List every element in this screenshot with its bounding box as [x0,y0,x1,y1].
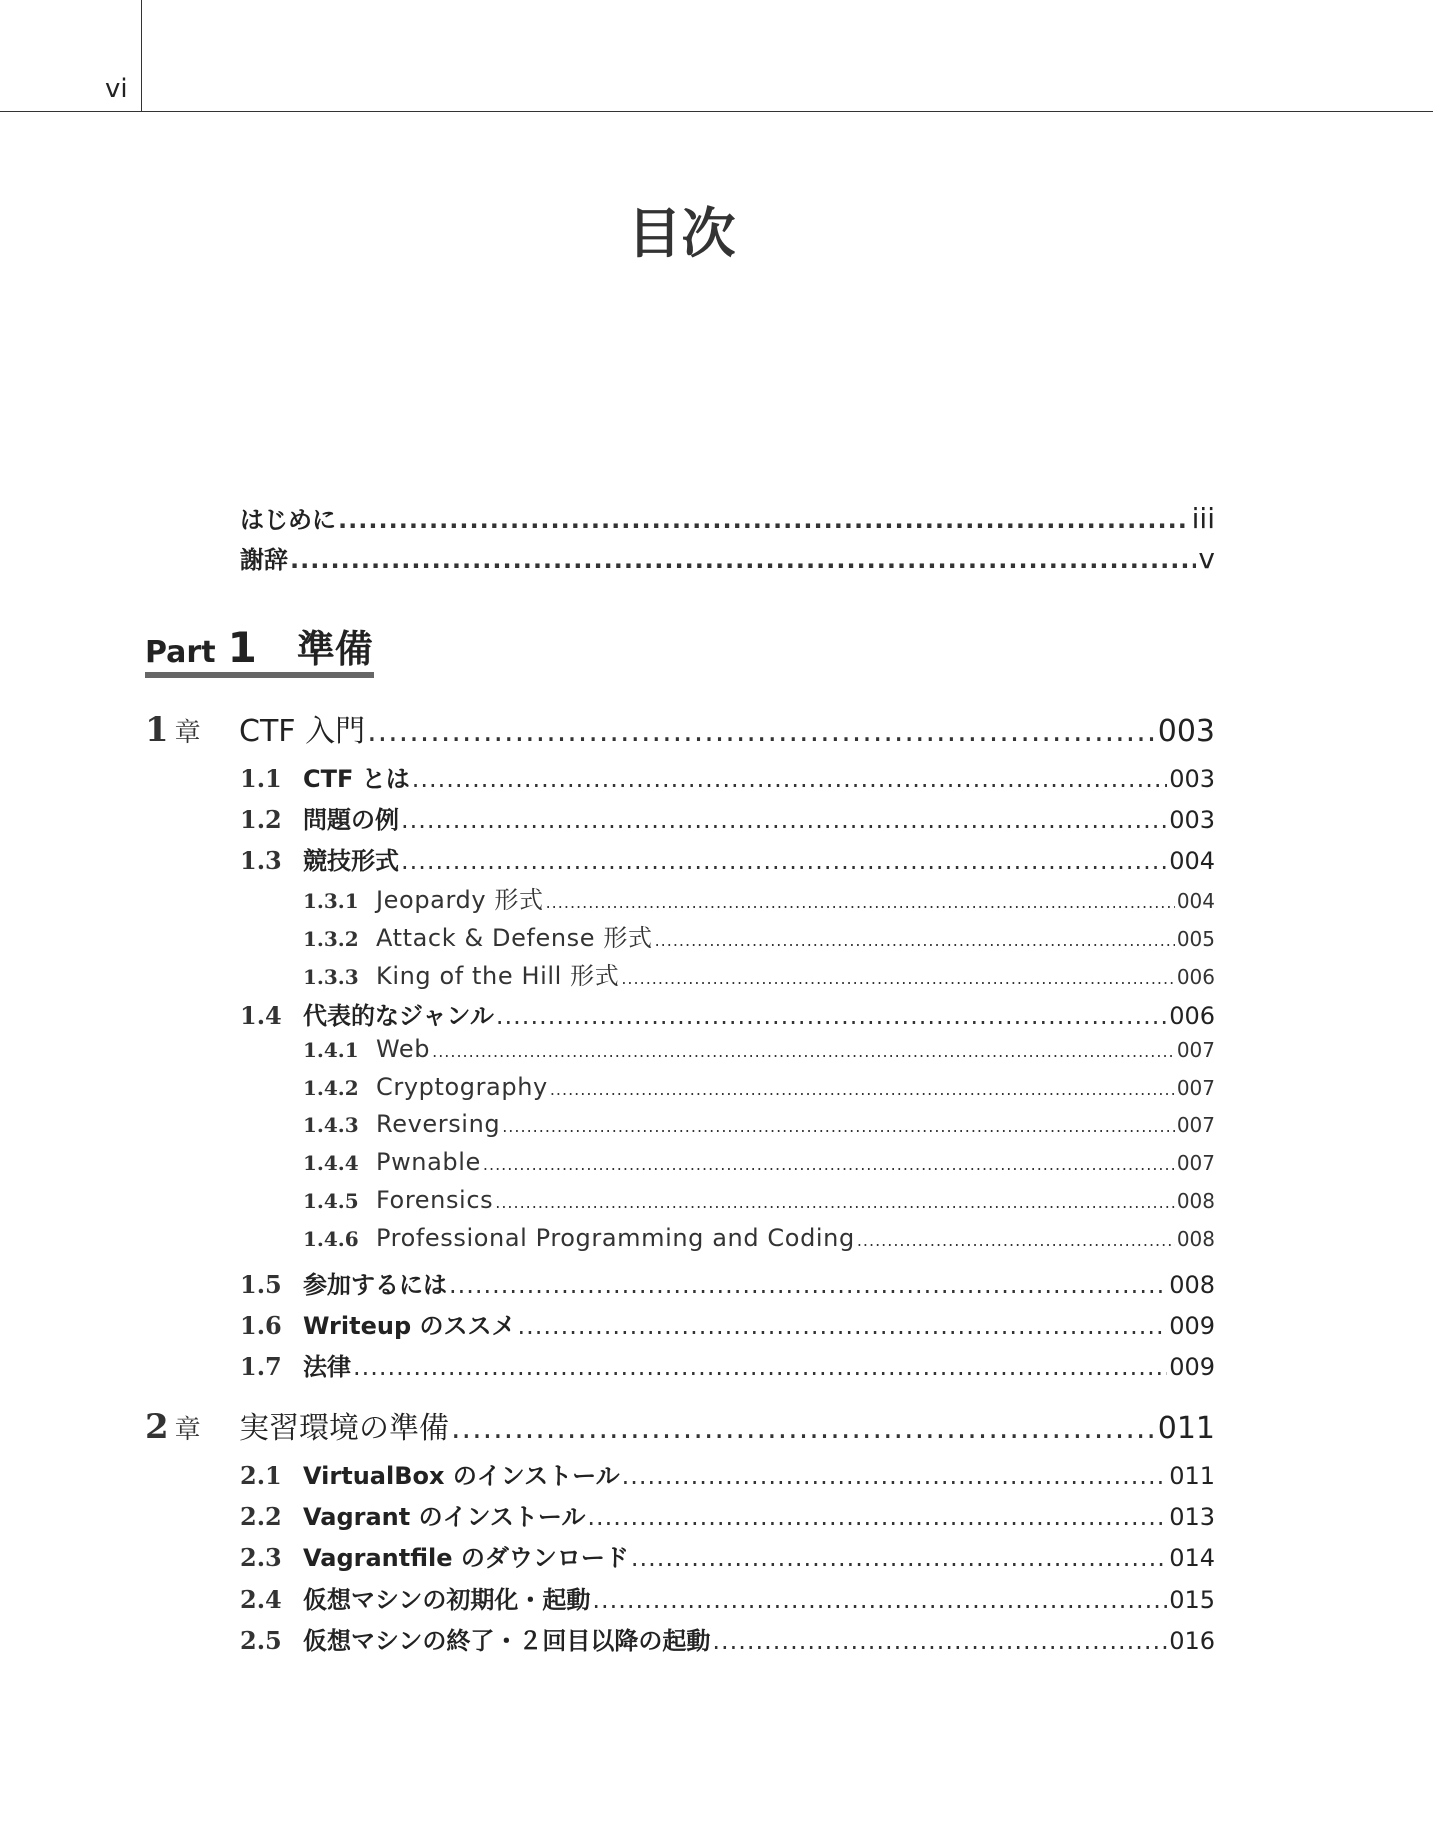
section-number: 2.3 [240,1543,282,1572]
section-title: 参加するには [303,1271,447,1299]
section-number: 1.5 [240,1270,282,1299]
section-title: 競技形式 [303,847,399,875]
toc-subsection[interactable] [303,1186,1215,1214]
leader-dots [655,931,1175,950]
leader-dots [517,1312,1167,1340]
toc-subsection[interactable] [303,918,1215,953]
toc-section[interactable] [240,1347,1215,1382]
chapter-title: CTF 入門 [239,714,366,749]
leader-dots [367,714,1156,749]
leader-dots [592,1586,1167,1614]
leader-dots [401,847,1167,875]
subsection-page: 008 [1176,1227,1215,1251]
subsection-page: 004 [1176,889,1215,913]
chapter-title: 実習環境の準備 [239,1411,449,1446]
toc-section[interactable] [240,1456,1215,1491]
subsection-page: 006 [1176,965,1215,989]
toc-entry-page: v [1198,542,1215,575]
leader-dots [449,1271,1167,1299]
subsection-number: 1.4.2 [303,1076,359,1100]
toc-subsection[interactable] [303,956,1215,991]
section-title: Vagrant のインストール [303,1503,586,1531]
leader-dots [495,1193,1175,1212]
subsection-title: Pwnable [376,1148,481,1176]
subsection-page: 007 [1176,1151,1215,1175]
section-number: 2.2 [240,1502,282,1531]
subsection-title: King of the Hill 形式 [376,962,620,990]
toc-entry-label: 謝辞 [240,546,288,574]
part-underline [145,672,374,678]
leader-dots [546,893,1175,912]
part-heading [145,618,373,673]
section-number: 1.3 [240,846,282,875]
section-number: 1.4 [240,1001,282,1030]
section-title: CTF とは [303,765,410,793]
toc-section[interactable] [240,1306,1215,1341]
section-title: 仮想マシンの初期化・起動 [303,1586,591,1614]
section-page: 006 [1169,1002,1215,1030]
leader-dots [621,969,1174,988]
toc-subsection[interactable] [303,1110,1215,1138]
section-number: 1.2 [240,805,282,834]
section-page: 003 [1169,765,1215,793]
toc-section[interactable] [240,841,1215,876]
section-page: 013 [1169,1503,1215,1531]
part-word: Part [145,635,216,670]
section-title: Writeup のススメ [303,1312,516,1340]
leader-dots [496,1002,1167,1030]
leader-dots [451,1411,1156,1446]
toc-entry-acknowledgments[interactable] [240,540,1215,575]
subsection-number: 1.4.6 [303,1227,359,1251]
section-page: 014 [1169,1544,1215,1572]
chapter-number: 2 章 [145,1407,201,1447]
part-title: 準備 [296,627,373,671]
subsection-number: 1.4.5 [303,1189,359,1213]
section-page: 015 [1169,1586,1215,1614]
subsection-page: 005 [1176,927,1215,951]
subsection-title: Cryptography [376,1073,548,1101]
section-number: 1.1 [240,764,282,793]
subsection-number: 1.3.3 [303,965,359,989]
part-number: 1 [227,623,257,672]
toc-subsection[interactable] [303,1035,1215,1063]
toc-section[interactable] [240,1580,1215,1615]
leader-dots [338,506,1190,534]
leader-dots [587,1503,1167,1531]
section-number: 2.1 [240,1461,282,1490]
toc-entry-label: はじめに [240,506,336,534]
section-number: 2.4 [240,1585,282,1614]
leader-dots [353,1353,1167,1381]
section-page: 016 [1169,1627,1215,1655]
toc-section[interactable] [240,759,1215,794]
toc-section[interactable] [240,1265,1215,1300]
section-page: 003 [1169,806,1215,834]
toc-entry-preface[interactable] [240,500,1215,535]
subsection-number: 1.3.2 [303,927,359,951]
subsection-title: Reversing [376,1110,501,1138]
subsection-number: 1.4.1 [303,1038,359,1062]
leader-dots [483,1155,1175,1174]
toc-subsection[interactable] [303,1224,1215,1252]
page-title: 目次 [627,202,736,265]
subsection-title: Jeopardy 形式 [376,886,544,914]
leader-dots [432,1042,1175,1061]
section-page: 009 [1169,1353,1215,1381]
toc-subsection[interactable] [303,1148,1215,1176]
section-number: 1.7 [240,1352,282,1381]
section-page: 008 [1169,1271,1215,1299]
subsection-page: 007 [1176,1038,1215,1062]
toc-section[interactable] [240,1538,1215,1573]
leader-dots [290,546,1196,574]
toc-section[interactable] [240,996,1215,1031]
section-title: 問題の例 [303,806,399,834]
section-title: VirtualBox のインストール [303,1462,620,1490]
toc-entry-page: iii [1191,502,1215,535]
section-number: 2.5 [240,1626,282,1655]
chapter-page: 011 [1157,1411,1215,1446]
subsection-title: Forensics [376,1186,494,1214]
leader-dots [622,1462,1168,1490]
toc-chapter-2[interactable] [145,1403,1215,1447]
leader-dots [502,1117,1175,1136]
section-page: 009 [1169,1312,1215,1340]
leader-dots [550,1080,1175,1099]
toc-subsection[interactable] [303,880,1215,915]
subsection-number: 1.4.3 [303,1113,359,1137]
toc-subsection[interactable] [303,1073,1215,1101]
subsection-title: Web [376,1035,431,1063]
section-title: Vagrantfile のダウンロード [303,1544,629,1572]
section-page: 011 [1169,1462,1215,1490]
toc-chapter-1[interactable] [145,706,1215,750]
section-page: 004 [1169,847,1215,875]
leader-dots [712,1627,1167,1655]
page-number: vi [105,74,128,104]
subsection-page: 007 [1176,1113,1215,1137]
leader-dots [401,806,1167,834]
toc-section[interactable] [240,1621,1215,1656]
leader-dots [631,1544,1167,1572]
subsection-number: 1.3.1 [303,889,359,913]
chapter-page: 003 [1157,714,1215,749]
toc-section[interactable] [240,1497,1215,1532]
chapter-number: 1 章 [145,710,201,750]
subsection-page: 008 [1176,1189,1215,1213]
leader-dots [857,1231,1175,1250]
subsection-number: 1.4.4 [303,1151,359,1175]
subsection-page: 007 [1176,1076,1215,1100]
section-title: 仮想マシンの終了・２回目以降の起動 [303,1627,711,1655]
leader-dots [412,765,1167,793]
section-title: 法律 [303,1353,351,1381]
subsection-title: Attack & Defense 形式 [376,924,653,952]
section-title: 代表的なジャンル [303,1002,494,1030]
section-number: 1.6 [240,1311,282,1340]
toc-section[interactable] [240,800,1215,835]
subsection-title: Professional Programming and Coding [376,1224,855,1252]
